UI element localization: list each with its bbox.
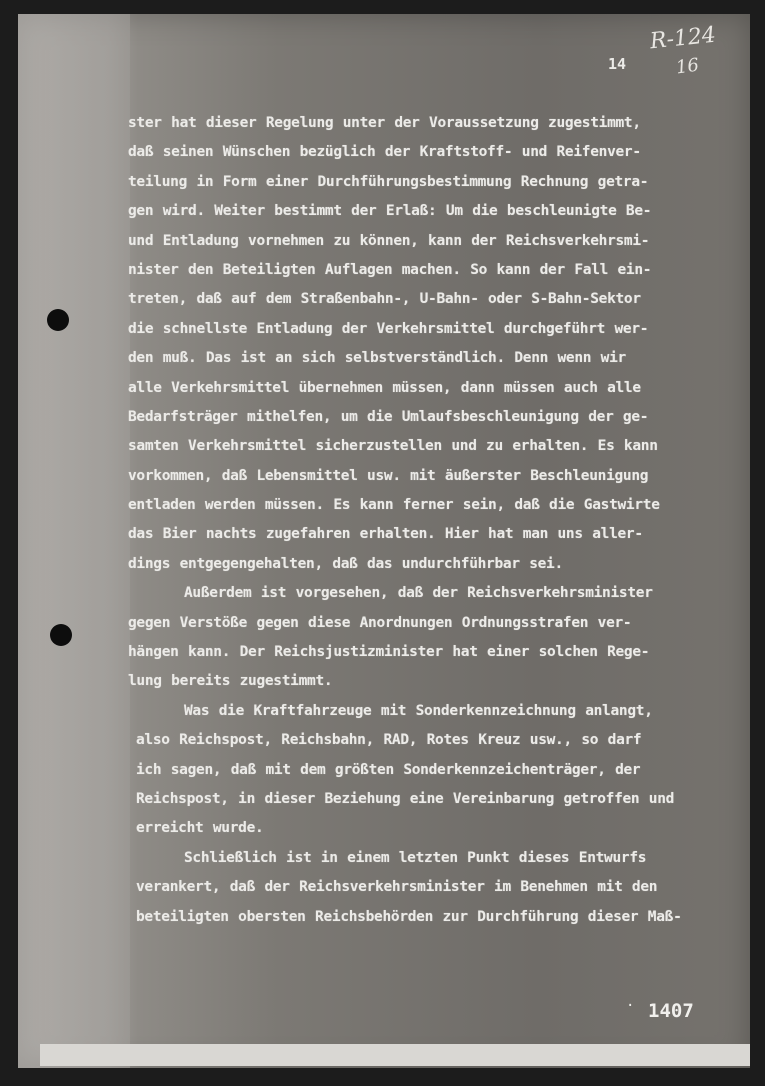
text-line: Schließlich ist in einem letzten Punkt dieses Entwurfs — [184, 849, 647, 866]
text-line: die schnellste Entladung der Verkehrsmittel durchgeführt wer- — [128, 320, 649, 337]
text-line: nister den Beteiligten Auflagen machen. So kann der Fall ein- — [128, 261, 652, 278]
text-line: verankert, daß der Reichsverkehrsminister im Benehmen mit den — [136, 879, 658, 896]
punch-hole-bottom — [50, 624, 72, 646]
text-line: Was die Kraftfahrzeuge mit Sonderkennzeichnung anlangt, — [184, 702, 653, 719]
footer-mark: · — [626, 998, 635, 1014]
text-line: ich sagen, daß mit dem größten Sonderkennzeichenträger, der — [136, 761, 641, 778]
text-line: entladen werden müssen. Es kann ferner sein, daß die Gastwirte — [128, 497, 660, 514]
text-line: beteiligten obersten Reichsbehörden zur Durchführung dieser Maß- — [136, 908, 682, 925]
text-line: gegen Verstöße gegen diese Anordnungen Ordnungsstrafen ver- — [128, 614, 632, 631]
typewritten-body — [128, 115, 718, 938]
footer-document-number: 1407 — [648, 1000, 694, 1022]
text-line: gen wird. Weiter bestimmt der Erlaß: Um die beschleunigte Be- — [128, 203, 652, 220]
text-line: Reichspost, in dieser Beziehung eine Vereinbarung getroffen und — [136, 790, 675, 807]
text-line: daß seinen Wünschen bezüglich der Kraftstoff- und Reifenver- — [128, 144, 641, 161]
text-line: hängen kann. Der Reichsjustizminister hat einer solchen Rege- — [128, 644, 650, 661]
text-line: Außerdem ist vorgesehen, daß der Reichsverkehrsminister — [184, 585, 653, 602]
text-line: samten Verkehrsmittel sicherzustellen und zu erhalten. Es kann — [128, 438, 658, 455]
text-line: Bedarfsträger mithelfen, um die Umlaufsbeschleunigung der ge- — [128, 408, 649, 425]
text-line: alle Verkehrsmittel übernehmen müssen, dann müssen auch alle — [128, 379, 641, 396]
handwritten-archive-subnumber: 16 — [674, 54, 701, 79]
paper-bottom-edge — [40, 1044, 750, 1066]
page-number: 14 — [608, 55, 627, 73]
paper-margin-band — [18, 14, 130, 1068]
text-line: und Entladung vornehmen zu können, kann der Reichsverkehrsmi- — [128, 232, 650, 249]
text-line: lung bereits zugestimmt. — [128, 673, 333, 690]
text-line: erreicht wurde. — [136, 820, 264, 837]
text-line: ster hat dieser Regelung unter der Voraussetzung zugestimmt, — [128, 115, 641, 131]
text-line: das Bier nachts zugefahren erhalten. Hier hat man uns aller- — [128, 526, 643, 543]
text-line: also Reichspost, Reichsbahn, RAD, Rotes Kreuz usw., so darf — [136, 732, 642, 749]
text-line: den muß. Das ist an sich selbstverständlich. Denn wenn wir — [128, 350, 626, 367]
text-line: dings entgegengehalten, daß das undurchführbar sei. — [128, 555, 563, 572]
handwritten-archive-mark: R-124 — [648, 22, 718, 55]
text-line: vorkommen, daß Lebensmittel usw. mit äußerster Beschleunigung — [128, 467, 649, 484]
punch-hole-top — [47, 309, 69, 331]
text-line: treten, daß auf dem Straßenbahn-, U-Bahn- oder S-Bahn-Sektor — [128, 291, 641, 308]
text-line: teilung in Form einer Durchführungsbestimmung Rechnung getra- — [128, 173, 649, 190]
